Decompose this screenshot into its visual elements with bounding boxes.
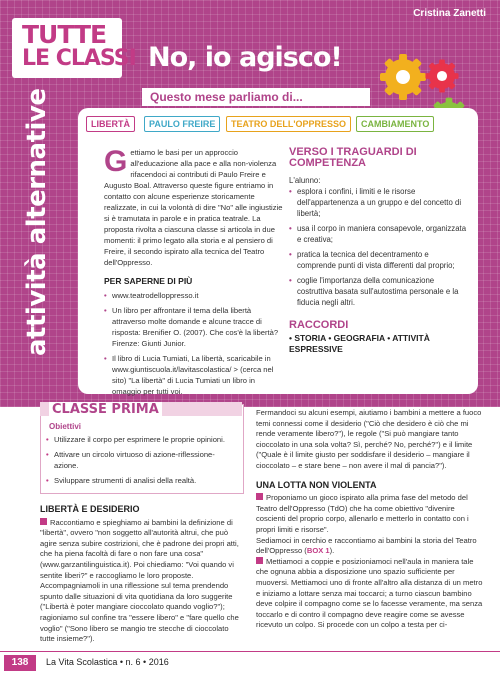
logo-line2: LE CLASSI (22, 46, 136, 71)
gear-icon (424, 58, 460, 94)
liberta-text (40, 518, 242, 645)
section-vertical-label: attività alternative (22, 88, 52, 356)
list-item: • coglie l'importanza della comunicazione costruttiva basata sull'autostima personale e la fiducia negli altri. (289, 275, 467, 308)
intro-column (104, 147, 284, 401)
per-saperne-heading: PER SAPERNE DI PIÙ (104, 276, 193, 286)
page-title: No, io agisco! (148, 42, 342, 73)
raccordi-text: • STORIA • GEOGRAFIA • ATTIVITÀ ESPRESSIVE (289, 333, 430, 354)
lotta-p3-text: Mettiamoci a coppie e posizioniamoci nell'aula in maniera tale che ognuna abbia a disposizione uno spazio sufficiente per muoversi. Mettiamoci uno di fronte all'altro alla distanza di un metro e iniziamo a lottare senza mai toccarci; a turno ciascun bambino deve colpire il compagno come se lo facesse veramente, ma senza toccarlo e di contro il compagno deve reagire come se avesse ricevuto un colpo. Si procede con un colpo a testa per ci- (256, 556, 483, 630)
traguardi-lead: L'alunno: (289, 176, 321, 185)
list-item: • Utilizzare il corpo per esprimere le proprie opinioni. (46, 434, 238, 445)
classe-prima-title: CLASSE PRIMA (49, 402, 162, 417)
lotta-p2 (256, 536, 486, 557)
obiettivi-list-wrap (46, 434, 238, 490)
tag-liberta: LIBERTÀ (86, 116, 135, 132)
page-subtitle: Questo mese parliamo di... (150, 90, 303, 104)
liberta-section (40, 498, 242, 645)
list-item: • pratica la tecnica del decentramento e comprende punti di vista differenti dal proprio; (289, 249, 467, 271)
per-saperne-list (104, 290, 284, 397)
lotta-heading: UNA LOTTA NON VIOLENTA (256, 479, 377, 490)
list-item: • Attivare un circolo virtuoso di azione-riflessione-azione. (46, 449, 238, 471)
box-reference-link[interactable]: BOX 1 (306, 546, 330, 556)
right-intro-text: Fermandoci su alcuni esempi, aiutiamo i bambini a mettere a fuoco temi connessi come il desiderio ("Ciò che desidero è ciò che mi rende veramente libero?"), le regole ("Si può mangiare tanto cioccolato in una sola volta? Sì, perché? No, perché?") e il limite ("Quale è il limite giusto per soddisfare il desiderio – mangiare il cioccolato – e stare bene – non avere il mal di pancia?"). (256, 408, 482, 470)
footer-publication: La Vita Scolastica • n. 6 • 2016 (46, 657, 169, 667)
tag-cambiamento: CAMBIAMENTO (356, 116, 434, 132)
list-item: • Un libro per affrontare il tema della libertà attraverso molte domande e alcune tracce di risposta: Brenifier O. (2007). Che cos'è la libertà? Firenze: Giunti Junior. (104, 305, 284, 349)
lotta-p2-end: ). (329, 546, 335, 556)
lotta-p3 (256, 557, 486, 631)
list-item: • www.teatrodelloppresso.it (104, 290, 284, 301)
tag-teatro-oppresso: TEATRO DELL'OPPRESSO (226, 116, 351, 132)
footer-divider (0, 651, 500, 652)
liberta-heading: LIBERTÀ E DESIDERIO (40, 504, 140, 514)
traguardi-list (289, 186, 467, 308)
author-name: Cristina Zanetti (413, 8, 486, 19)
competenze-column (289, 147, 467, 355)
list-item: • Sviluppare strumenti di analisi della realtà. (46, 475, 238, 486)
obiettivi-label: Obiettivi (49, 422, 82, 431)
page-number: 138 (4, 655, 36, 671)
right-lower-column (256, 408, 486, 631)
list-item: • esplora i confini, i limiti e le risorse dell'appartenenza a un gruppo e del concetto di libertà; (289, 186, 467, 219)
lotta-p2-text: Sediamoci in cerchio e raccontiamo ai bambini la storia del Teatro dell'Oppresso ( (256, 535, 477, 556)
liberta-body: Raccontiamo e spieghiamo ai bambini la definizione di "libertà", ovvero "non soggetto all'autorità altrui, che può agire senza subire costrizioni, che è padrone dei propri atti, che ha piena facoltà di fare o non fare una cosa" (www.garzantilinguistica.it). Poi chiediamo: "Voi quando vi sentite liberi?" e raccogliamo le loro proposte. Accompagniamoli in una riflessione sul tema prendendo spunto dalle situazioni di vita quotidiana da loro suggerite ("Libertà è poter mangiare cioccolato quando voglio?"); ragioniamo sul confine tra "essere libero" e "fare quello che voglio" ("Sono libero se mangio tre stecche di cioccolato tutte insieme?"). (40, 517, 239, 644)
paragraph-marker (256, 493, 263, 500)
tag-paulo-freire: PAULO FREIRE (144, 116, 220, 132)
gear-icon (378, 52, 428, 102)
intro-text: ettiamo le basi per un approccio all'educazione alla pace e alla non-violenza rifacendoci ai contributi di Paulo Freire e Augusto Boal. Attraverso queste figure entriamo in contatto con alcune esperienze storicamente realizzate, in cui la volontà di dire "No" alle ingiustizie si è tramutata in parole e in pratica teatrale. La proposta rivolta a ciascuna classe si articola in due momenti: il primo legato alla storia e al pensiero di Freire, il secondo ispirato alla tecnica del Teatro dell'Oppresso. (104, 148, 283, 267)
paragraph-marker (256, 557, 263, 564)
lotta-p1-text: Proponiamo un gioco ispirato alla prima fase del metodo del Teatro dell'Oppresso (TdO) che ha come obiettivo "divenire coscienti del proprio corpo, allenarlo e metterlo in contatto con i propri limiti e risorse". (256, 493, 469, 534)
raccordi-heading: RACCORDI (289, 319, 349, 331)
obiettivi-list (46, 434, 238, 486)
list-item: • usa il corpo in maniera consapevole, organizzata e creativa; (289, 223, 467, 245)
paragraph-marker (40, 518, 47, 525)
lotta-p1 (256, 493, 486, 535)
list-item: • Il libro di Lucia Tumiati, La libertà, scaricabile in www.giuntiscuola.it/lavitascolastica/ > (cerca nel sito) "La libertà" di Lucia Tumiati un libro in omaggio per tutti voi. (104, 353, 284, 397)
logo-line1: TUTTE (22, 20, 107, 49)
traguardi-heading: VERSO I TRAGUARDI DI COMPETENZA (289, 146, 417, 169)
drop-cap: G (104, 145, 128, 178)
